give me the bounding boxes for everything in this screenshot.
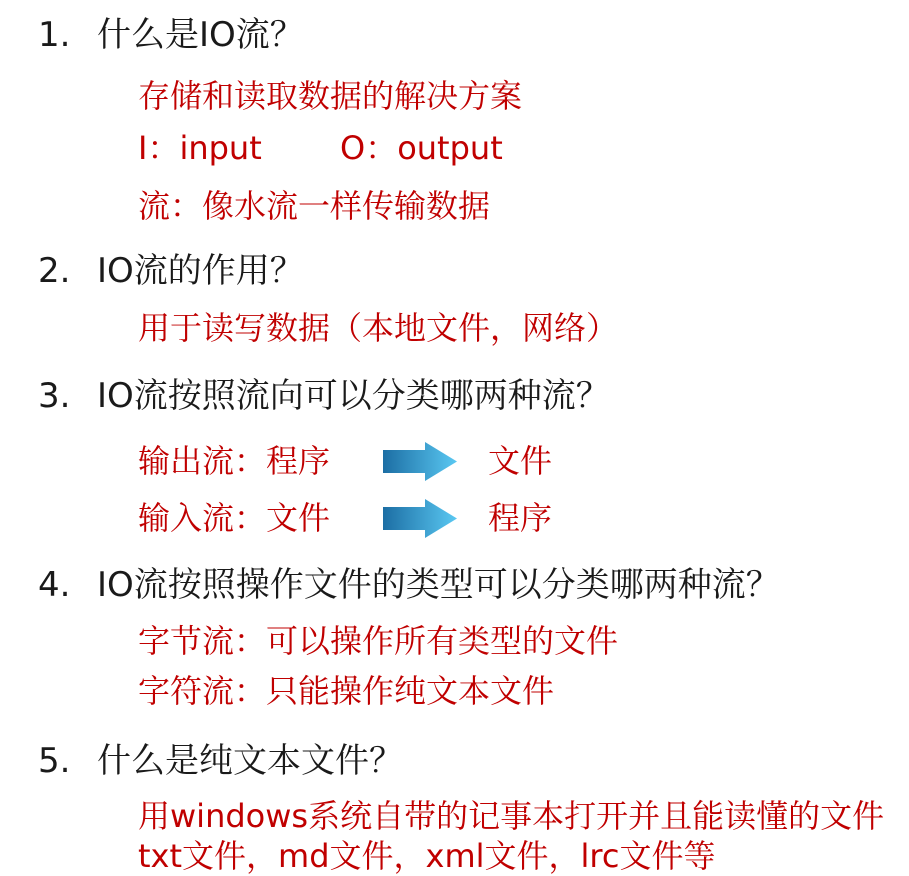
question-text: IO流按照操作文件的类型可以分类哪两种流？: [97, 565, 780, 605]
flow-source: 输出流：程序: [138, 442, 331, 480]
question-5: [0, 741, 909, 781]
question-number: 3.: [38, 376, 71, 416]
question-text: 什么是IO流？: [97, 15, 304, 55]
question-text: IO流按照流向可以分类哪两种流？: [97, 376, 610, 416]
question-number: 5.: [38, 741, 71, 781]
input-flow-row: [138, 500, 558, 536]
right-arrow-icon: [383, 442, 457, 481]
answer-line: txt文件，md文件，xml文件，lrc文件等: [138, 837, 716, 875]
answer-line: 字符流：只能操作纯文本文件: [138, 672, 555, 710]
question-number: 1.: [38, 15, 71, 55]
question-number: 2.: [38, 251, 71, 291]
question-text: IO流的作用？: [97, 251, 304, 291]
answer-line: 用windows系统自带的记事本打开并且能读懂的文件: [138, 797, 885, 835]
question-1: [0, 15, 909, 55]
question-number: 4.: [38, 565, 71, 605]
output-label: O：output: [340, 129, 503, 167]
flow-target: 文件: [488, 442, 553, 480]
answer-line: 字节流：可以操作所有类型的文件: [138, 622, 619, 660]
question-2: [0, 251, 909, 291]
flow-source: 输入流：文件: [138, 499, 331, 537]
answer-line: 存储和读取数据的解决方案: [138, 77, 523, 115]
question-4: [0, 565, 909, 605]
answer-io-line: [138, 129, 503, 167]
answer-line: 用于读写数据（本地文件，网络）: [138, 309, 619, 347]
output-flow-row: [138, 443, 558, 479]
question-text: 什么是纯文本文件？: [97, 741, 403, 781]
input-label: I：input: [138, 129, 262, 167]
answer-line: 流：像水流一样传输数据: [138, 187, 491, 225]
flow-target: 程序: [488, 499, 553, 537]
question-3: [0, 376, 909, 416]
right-arrow-icon: [383, 499, 457, 538]
